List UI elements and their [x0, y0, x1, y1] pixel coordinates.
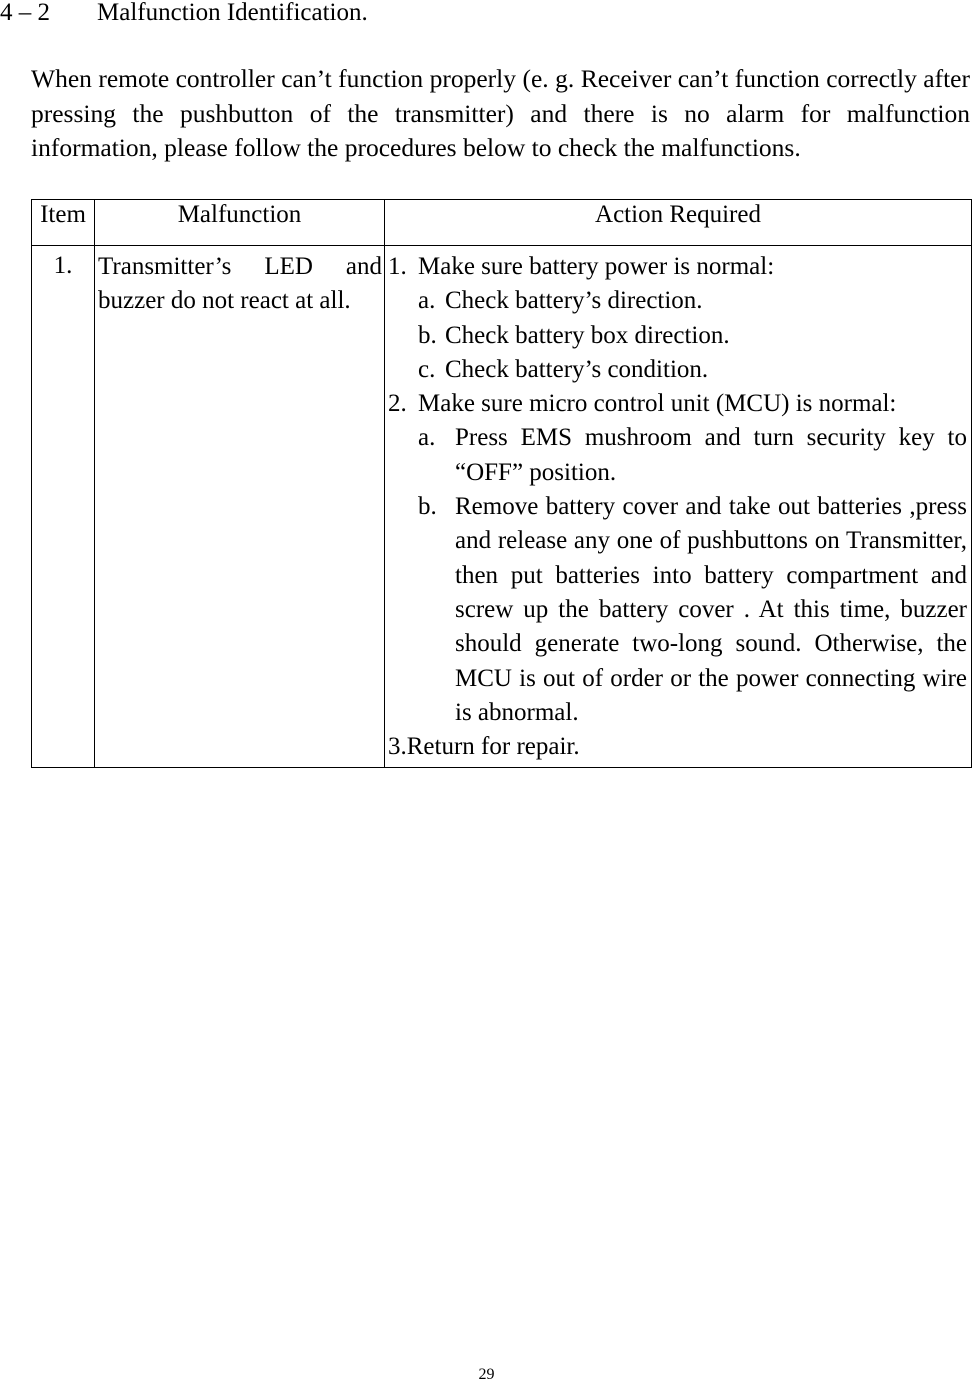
step-2 — [388, 387, 967, 421]
step-2-text: Make sure micro control unit (MCU) is normal: — [418, 390, 897, 418]
header-malfunction: Malfunction — [95, 200, 385, 246]
intro-paragraph: When remote controller can’t function properly (e. g. Receiver can’t function correctly after pressing the pushbutton of the transmitter) and there is no alarm for malfunction information, please follow the procedures below to check the malfunctions. — [31, 64, 970, 162]
page-number: 29 — [478, 1366, 495, 1383]
table-header-row — [32, 200, 972, 246]
step-1c-text: Check battery’s condition. — [445, 355, 709, 383]
row-malfunction-text: Transmitter’s LED and buzzer do not react at all. — [98, 253, 382, 315]
step-1c-marker: c. — [418, 355, 436, 383]
step-1-text: Make sure battery power is normal: — [418, 253, 775, 280]
malfunction-table — [31, 199, 972, 768]
section-heading — [0, 0, 368, 28]
step-1c — [388, 353, 967, 387]
section-title: Malfunction Identification. — [97, 0, 368, 26]
step-1b-marker: b. — [418, 321, 437, 349]
row-malfunction-cell — [95, 246, 385, 768]
step-1 — [388, 250, 967, 284]
action-steps — [385, 246, 971, 767]
row-action-cell — [385, 246, 972, 768]
step-1b — [388, 319, 967, 353]
step-2a-text: Press EMS mushroom and turn security key to “OFF” position. — [455, 424, 967, 486]
step-2-marker: 2. — [388, 390, 407, 418]
step-1a — [388, 284, 967, 318]
step-2a-marker: a. — [418, 424, 436, 452]
table-row — [32, 246, 972, 768]
step-3: 3.Return for repair. — [388, 733, 580, 761]
step-1-marker: 1. — [388, 253, 407, 280]
header-action-required: Action Required — [385, 200, 972, 246]
step-1b-text: Check battery box direction. — [445, 321, 730, 349]
section-number: 4 – 2 — [0, 0, 50, 26]
step-2b — [388, 490, 967, 730]
row-item-number: 1. — [32, 246, 95, 768]
header-item: Item — [32, 200, 95, 246]
step-1a-marker: a. — [418, 287, 436, 315]
step-1a-text: Check battery’s direction. — [445, 287, 703, 315]
step-2b-marker: b. — [418, 493, 437, 521]
step-2b-text: Remove battery cover and take out batteries ,press and release any one of pushbuttons on Transmitter, then put batteries into battery compartment and screw up the battery cover . At this time, buzzer should generate two-long sound. Otherwise, the MCU is out of order or the power connecting wire is abnormal. — [455, 493, 967, 726]
step-2a — [388, 421, 967, 490]
